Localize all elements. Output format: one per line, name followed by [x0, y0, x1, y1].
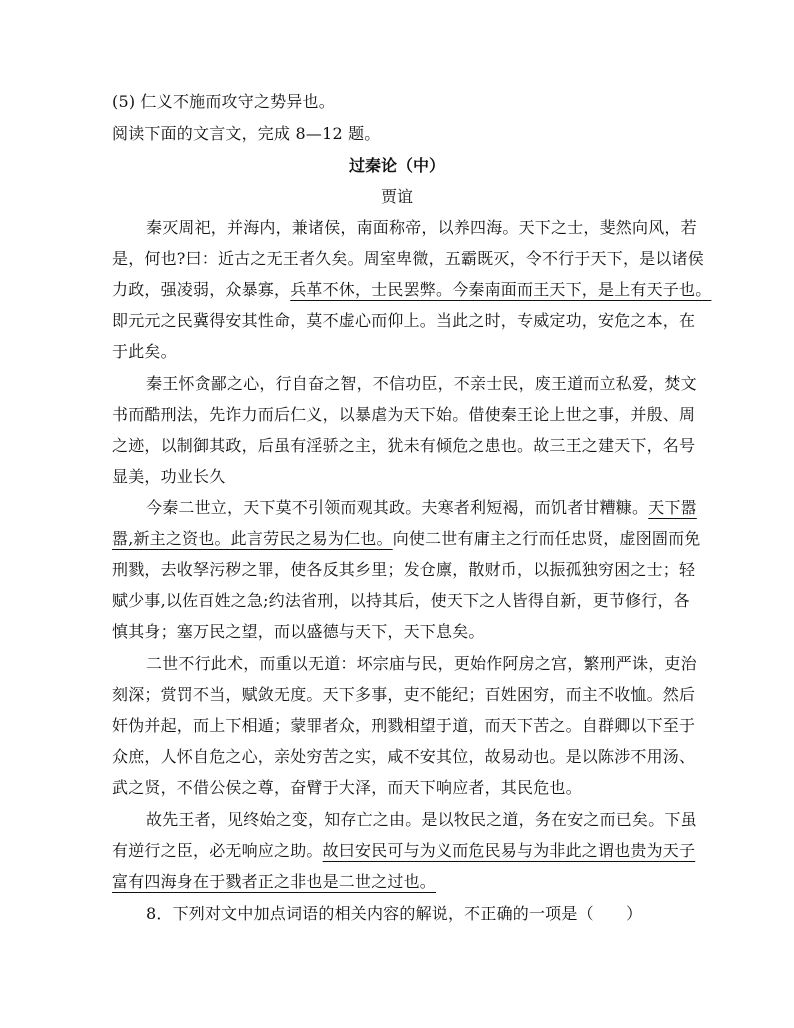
- p1-line-3: [112, 275, 712, 305]
- p2-line-2: 书而酷刑法，先诈力而后仁义，以暴虐为天下始。借使秦王论上世之事，并殷、周: [112, 405, 696, 424]
- p1-underlined-sentence: 兵革不休，士民罢弊。今秦南面而王天下，是上有天子也。: [290, 280, 712, 299]
- p4-line-4: 众庶，人怀自危之心，亲处穷苦之实，咸不安其位，故易动也。是以陈涉不用汤、: [112, 747, 696, 766]
- p1-line-4: 即元元之民冀得安其性命，莫不虚心而仰上。当此之时，专威定功，安危之本，在: [112, 311, 696, 330]
- p5-line-3: [112, 867, 702, 897]
- p1-line-2: 是，何也?曰：近古之无王者久矣。周室卑微，五霸既灭，令不行于天下，是以诸侯: [112, 249, 704, 268]
- p2-line-3: 之迹，以制御其政，后虽有淫骄之主，犹未有倾危之患也。故三王之建天下，名号: [112, 436, 696, 455]
- article-title: 过秦论（中）: [348, 156, 445, 175]
- p3-underlined-end: 嚣,新主之资也。此言劳民之易为仁也。: [112, 529, 393, 548]
- p4-line-5: 武之贤，不借公侯之尊，奋臂于大泽，而天下响应者，其民危也。: [112, 778, 582, 797]
- p5-line-2-text: 有逆行之臣，必无响应之助。: [112, 841, 323, 860]
- p3-line-5: 慎其身；塞万民之望，而以盛德与天下，天下息矣。: [112, 622, 485, 641]
- p2-line-1: 秦王怀贪鄙之心，行自奋之智，不信功臣，不亲士民，废王道而立私爱，焚文: [146, 374, 697, 393]
- question-8: 8．下列对文中加点词语的相关内容的解说，不正确的一项是（ ）: [146, 904, 643, 923]
- p3-line-2-text: 向使二世有庸主之行而任忠贤，虚囹圄而免: [392, 529, 701, 548]
- p2-line-4: 显美，功业长久: [112, 467, 226, 486]
- p3-underlined-start: 天下嚣: [648, 498, 697, 517]
- p1-line-5: 于此矣。: [112, 342, 177, 361]
- p3-line-3: 刑戮，去收孥污秽之罪，使各反其乡里；发仓廪，散财币，以振孤独穷困之士；轻: [112, 560, 696, 579]
- p3-line-1: [146, 493, 702, 523]
- item-5-line: (5) 仁义不施而攻守之势异也。: [112, 92, 335, 111]
- p5-line-1: 故先王者，见终始之变，知存亡之由。是以牧民之道，务在安之而已矣。下虽: [146, 810, 697, 829]
- p3-line-1-text: 今秦二世立，天下莫不引领而观其政。夫寒者利短褐，而饥者甘糟糠。: [146, 498, 649, 517]
- p5-underlined-end: 富有四海身在于戮者正之非也是二世之过也。: [112, 872, 437, 891]
- p5-line-2: [112, 836, 702, 866]
- reading-instruction: 阅读下面的文言文，完成 8—12 题。: [112, 124, 381, 143]
- p1-line-1: 秦灭周祀，并海内，兼诸侯，南面称帝，以养四海。天下之士，斐然向风，若: [146, 218, 697, 237]
- p3-line-2: [112, 524, 702, 554]
- p4-line-1: 二世不行此术，而重以无道：坏宗庙与民，更始作阿房之宫，繁刑严诛，吏治: [146, 654, 697, 673]
- article-author: 贾谊: [380, 187, 413, 206]
- p4-line-2: 刻深；赏罚不当，赋敛无度。天下多事，吏不能纪；百姓困穷，而主不收恤。然后: [112, 685, 696, 704]
- p3-line-4: 赋少事,以佐百姓之急;约法省刑，以持其后，使天下之人皆得自新，更节修行，各: [112, 591, 690, 610]
- p5-underlined-start: 故曰安民可与为义而危民易与为非此之谓也贵为天子: [322, 841, 696, 860]
- p4-line-3: 奸伪并起，而上下相遁；蒙罪者众，刑戮相望于道，而天下苦之。自群卿以下至于: [112, 716, 696, 735]
- p1-line-3-text: 力政，强凌弱，众暴寡，: [112, 280, 291, 299]
